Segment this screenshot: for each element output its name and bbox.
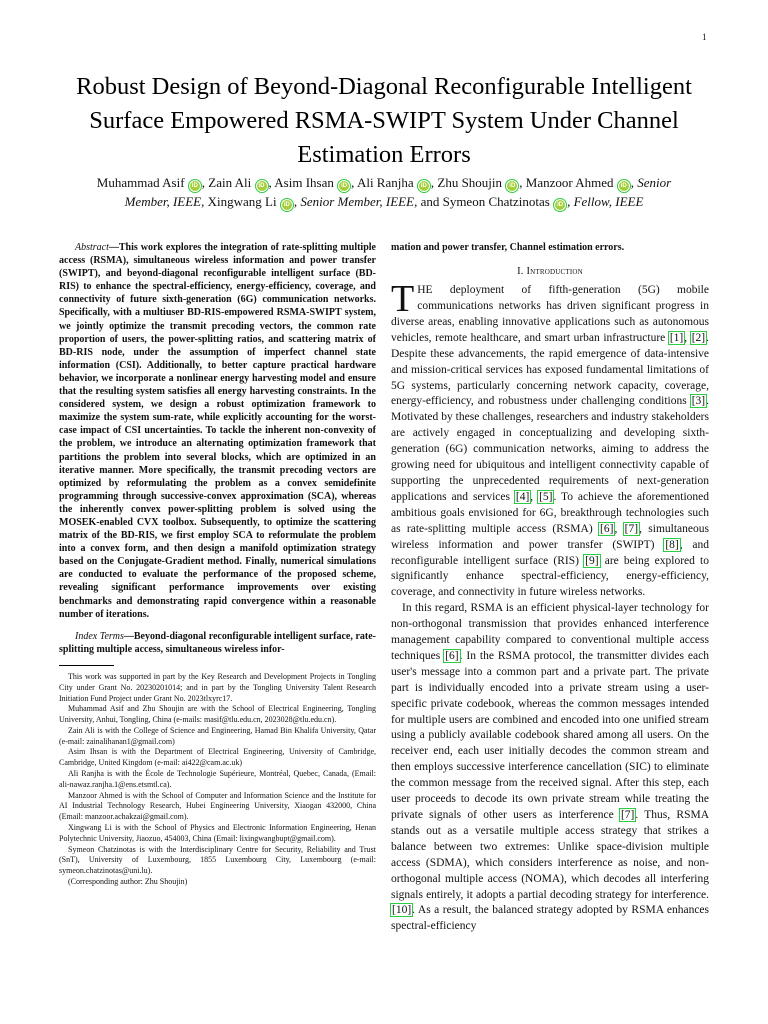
footnote-affiliation: Asim Ihsan is with the Department of Electrical Engineering, University of Cambridge, Cambridge, United Kingdom (e-mail: ai422@cam.ac.uk) <box>59 747 376 768</box>
body-text: , <box>614 522 624 535</box>
body-text: , and reconfigurable intelligent surface (RIS) <box>391 538 709 567</box>
author-name: Zhu Shoujin <box>437 175 503 190</box>
author-name: Muhammad Asif <box>96 175 185 190</box>
citation-link[interactable]: [7] <box>624 522 639 535</box>
citation-link[interactable]: [5] <box>539 490 553 503</box>
body-text: HE deployment of fifth-generation (5G) mobile communications networks has driven significant progress in diverse areas, enabling innovative applications such as autonomous vehicles, remote healthcare, and smart urban infrastructure <box>391 284 709 344</box>
orcid-icon[interactable]: iD <box>341 183 348 189</box>
body-text: , <box>530 490 539 503</box>
orcid-icon[interactable]: iD <box>509 183 516 189</box>
index-terms-text: —Beyond-diagonal reconfigurable intelligent surface, rate-splitting multiple access, simultaneous wireless infor- <box>59 630 376 655</box>
paper-title <box>40 70 728 172</box>
section-title: Introduction <box>526 266 583 278</box>
right-column <box>391 241 709 935</box>
abstract <box>59 241 376 621</box>
author-name: Xingwang Li <box>207 194 277 209</box>
orcid-icon[interactable]: iD <box>420 183 427 189</box>
index-terms <box>59 630 376 656</box>
footnote-divider <box>59 665 114 666</box>
body-text: In this regard, RSMA is an efficient physical-layer technology for non-orthogonal transmission that provides enhanced interference management capability compared to conventional multiple access techniques <box>391 602 709 662</box>
citation-link[interactable]: [3] <box>691 395 706 408</box>
author-title: Member, IEEE <box>124 194 202 209</box>
body-text: are being explored to significantly enhance spectral-efficiency, energy-efficiency, coverage, and connectivity in future wireless networks. <box>391 554 709 599</box>
body-text: . To achieve the aforementioned ambitious goals envisioned for 6G, breakthrough technologies such as rate-splitting multiple access (RSMA) <box>391 490 709 535</box>
abstract-text: —This work explores the integration of rate-splitting multiple access (RSMA), simultaneous wireless information and power transfer (SWIPT), and beyond-diagonal reconfigurable intelligent surface (BD-RIS) to enhance the spectral-efficiency, energy-efficiency, coverage, and connectivity of future sixth-generation (6G) communication networks. Specifically, with a multiuser BD-RIS-empowered RSMA-SWIPT system, we jointly optimize the transmit precoding vectors, the common rate proportion of users, the power-splitting ratios, and scattering matrix of BD-RIS node, under the assumption of imperfect channel state information (CSI). Additionally, to better capture practical hardware behavior, we incorporate a nonlinear energy harvesting model and ensure that the resulting system satisfies all energy harvesting constraints. In the considered system, we design a robust optimization framework to maximize the system sum-rate, while explicitly accounting for the worst-case impact of CSI uncertainties. To tackle the inherent non-convexity of the problem, we introduce an alternating optimization framework that partitions the problem into several blocks, which are optimized in an iterative manner. More specifically, the transmit precoding vectors are optimized by reformulating the problem as a convex semidefinite programming through successive-convex approximation (SCA), whereas the inherently convex power-splitting problem is solved using the MOSEK-enabled CVX toolbox. Subsequently, to optimize the scattering matrix of the BD-RIS, we first employ SCA to reformulate the problem into a convex form, and then design a manifold optimization strategy based on the Conjugate-Gradient method. Finally, numerical simulations are conducted to evaluate the performance of the proposed scheme, revealing significant performance improvements over existing benchmarks and demonstrating rapid convergence within a reasonable number of iterations. <box>59 242 376 620</box>
index-terms-label: Index Terms <box>75 630 124 642</box>
author-conjunction: , and <box>414 194 440 209</box>
author-title: Senior <box>637 175 672 190</box>
section-heading <box>391 266 709 277</box>
author-title: Fellow, IEEE <box>573 194 644 209</box>
body-text: . Motivated by these challenges, researchers and industry stakeholders are actively engaged in conceptualizing and developing sixth-generation (6G) communication networks, aiming to address the growing need for ubiquitous and intelligent connectivity capable of supporting the unprecedented requirements of next-generation applications and services <box>391 395 709 503</box>
drop-cap: T <box>391 278 415 321</box>
footnotes <box>59 672 376 888</box>
orcid-icon[interactable]: iD <box>620 183 627 189</box>
title-line: Estimation Errors <box>297 141 471 168</box>
citation-link[interactable]: [4] <box>515 490 530 503</box>
author-name: Manzoor Ahmed <box>525 175 614 190</box>
left-column <box>59 241 376 888</box>
body-text: , <box>684 331 691 344</box>
citation-link[interactable]: [7] <box>620 809 635 821</box>
orcid-icon[interactable]: iD <box>258 183 265 189</box>
title-line: Robust Design of Beyond-Diagonal Reconfigurable Intelligent <box>76 73 692 100</box>
author-line: Muhammad Asif iD , Zain Ali iD , Asim Ihsan iD , Ali Ranjha iD , Zhu Shoujin iD , Manzoor Ahmed iD , Senior <box>96 175 672 190</box>
body-text: . Despite these advancements, the rapid emergence of data-intensive and mission-critical services has exposed fundamental limitations of 5G systems, particularly concerning network capacity, coverage, energy-efficiency, and robustness under challenging conditions <box>391 331 709 408</box>
body-text: . As a result, the balanced strategy adopted by RSMA enhances spectral-efficiency <box>391 904 709 933</box>
footnote-affiliation: Manzoor Ahmed is with the School of Computer and Information Science and the Institute for AI Industrial Technology Research, Hubei Engineering University, Xiaogan 432000, China (Email: manzoor.achakzai@gmail.com). <box>59 790 376 822</box>
title-line: Surface Empowered RSMA-SWIPT System Under Channel <box>89 107 679 134</box>
footnote-affiliation: Muhammad Asif and Zhu Shoujin are with the School of Electrical Engineering, Tongling University, Anhui, Tongling, China (e-mails: masif@tlu.edu.cn, 2023028@tlu.edu.cn). <box>59 704 376 725</box>
author-list <box>40 173 728 211</box>
author-name: Ali Ranjha <box>356 175 414 190</box>
body-text: , simultaneous wireless information and power transfer (SWIPT) <box>391 522 709 551</box>
intro-paragraph <box>391 601 709 935</box>
citation-link[interactable]: [2] <box>691 331 706 344</box>
citation-link[interactable]: [8] <box>665 538 679 551</box>
index-terms-continued: mation and power transfer, Channel estimation errors. <box>391 242 625 253</box>
citation-link[interactable]: [6] <box>445 649 459 662</box>
author-name: Asim Ihsan <box>274 175 334 190</box>
author-name: Zain Ali <box>208 175 252 190</box>
footnote-funding: This work was supported in part by the Key Research and Development Projects in Tongling City under Grant No. 20230201014; and in part by the Tongling University Talent Research Initiation Fund Project under Grant No. 2023tlxyrc17. <box>59 671 376 703</box>
body-text: . In the RSMA protocol, the transmitter divides each user's message into a common part and a private part. The private part is individually encoded into a private stream using a user-specific private codebook, whereas the common messages intended for multiple users are combined and encoded into one unified stream using a publicly available codebook shared among all users. On the receiver end, each user initially decodes the common stream and then employs successive interference cancellation (SIC) to eliminate the common message from the received signal. After this step, each user proceeds to decode its own private stream while treating the private signals of other users as interference <box>391 649 709 821</box>
abstract-label: Abstract <box>75 242 109 253</box>
citation-link[interactable]: [1] <box>669 331 684 344</box>
citation-link[interactable]: [6] <box>600 522 614 535</box>
orcid-icon[interactable]: iD <box>191 183 198 189</box>
footnote-affiliation: Ali Ranjha is with the École de Technologie Supérieure, Montréal, Quebec, Canada, (Email: ali-nawaz.ranjha.1@ens.etsmtl.ca). <box>59 769 376 789</box>
citation-link[interactable]: [10] <box>392 904 412 917</box>
author-name: Symeon Chatzinotas <box>442 194 550 209</box>
citation-link[interactable]: [9] <box>585 554 599 567</box>
footnote-corresponding-author: (Corresponding author: Zhu Shoujin) <box>68 877 188 887</box>
author-line: Member, IEEE, Xingwang Li iD , Senior Member, IEEE, and Symeon Chatzinotas iD , Fellow, IEEE <box>124 194 644 209</box>
footnote-affiliation: Xingwang Li is with the School of Physics and Electronic Information Engineering, Henan Polytechnic University, Jiaozuo, 454003, China (Email: lixingwangbupt@gmail.com). <box>59 823 376 843</box>
orcid-icon[interactable]: iD <box>283 202 290 208</box>
page-number: 1 <box>702 32 707 42</box>
author-title: Senior Member, IEEE <box>300 194 415 209</box>
section-number: I. <box>517 266 524 278</box>
footnote-affiliation: Symeon Chatzinotas is with the Interdisciplinary Centre for Security, Reliability and Trust (SnT), University of Luxembourg, 1855 Luxembourg City, Luxembourg (e-mail: symeon.chatzinotas@uni.lu). <box>59 844 376 876</box>
intro-paragraph <box>391 278 709 601</box>
orcid-icon[interactable]: iD <box>557 202 564 208</box>
body-text: . Thus, RSMA stands out as a versatile multiple access strategy that strikes a balance between two extremes: Unlike space-division multiple access (SDMA), which considers interference as noise, and non-orthogonal multiple access (NOMA), which decodes all interfering signals entirely, it adopts a partial decoding strategy for interference. <box>391 809 709 901</box>
footnote-affiliation: Zain Ali is with the College of Science and Engineering, Hamad Bin Khalifa University, Qatar (e-mail: zainalihanan1@gmail.com) <box>59 725 376 746</box>
